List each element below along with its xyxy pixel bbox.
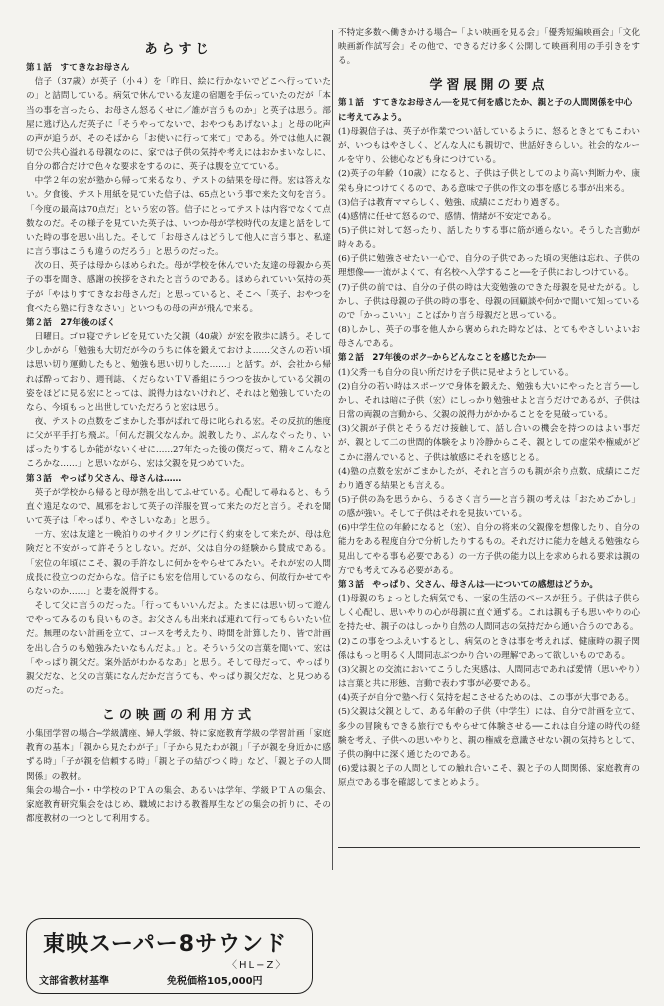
list-item: (3)父親との交流においてこうした実感は、人間同志であれば愛情（思いやり）は言葉と共に形態、言動で表わす事が必要である。: [338, 664, 640, 690]
usage-group: 小集団学習の場合─学級講座、婦人学級、特に家庭教育学級の学習計画「家庭教育の基本」「親から見たわが子」「子から見たわが親」「子が親を身近かに感ずる時」「子が親を信頼する時」「親と子の結びつく時」など、「親と子の人間関係」の教材。: [26, 729, 331, 782]
list-item: (5)子供に対して怒ったり、話したりする事に筋が通らない。そうした言動が時々ある。: [338, 225, 640, 251]
price-text: 免税価格105,000円: [167, 976, 263, 987]
list-item: (1)父秀一も自分の良い所だけを子供に見せようとしている。: [338, 367, 574, 378]
left-column: [26, 38, 331, 826]
list-item: (6)中学生位の年齢になると（宏）、自分の将来の父親像を想像したり、自分の能力をある程度自分で分析したりするもの。それだけに能力を越える勉強なら見出してやる事も必要である）の一方子供の能力以上を求められる要求は親の方でも考えてみる必要がある。: [338, 523, 640, 576]
learning-ep2-heading: 第２話 27年後のボク─からどんなことを感じたか──: [338, 353, 546, 364]
product-model: 〈HL−Z〉: [227, 960, 288, 971]
paragraph: 英子が学校から帰ると母が熱を出してふせている。心配して尋ねると、もう直ぐ遠足なので、風邪をおして英子の洋服を買って来たのだと言う。それを聞いて英子は「やっぱり、やさしいなあ」と思う。: [26, 487, 331, 527]
paragraph: 日曜日。ゴロ寝でテレビを見ていた父親（40歳）が宏を散歩に誘う。そして少しかがら「勉強も大切だが今のうちに体を鍛えておけよ……父さんの若い頃は思い切り運動したもと、勉強も思い切りした……」と話す。が、会社から帰れば酔っており、週刊誌、くだらないＴＶ番組にうつつを抜かしている父親の姿をほどに見る宏にとっては、説得力はないけれど、それはと勉強していたのなら、今頃もっと出世していただろうと宏は思う。: [26, 332, 331, 413]
list-item: (1)母親信子は、英子が作業でつい話しているように、怒るときとてもこわいが、いつもはやさしく、どんな人にも親切で、世話好きらしい。社会的なルールを守り、公徳心なども身につけている。: [338, 126, 640, 166]
ep2-heading: 第２話 27年後のぼく: [26, 317, 116, 328]
list-item: (6)子供に勉強させたい一心で、自分の子供であった頃の実態は忘れ、子供の理想像──一流がよくて、有名校へ入学すること──を子供におしつけている。: [338, 254, 640, 279]
learning-ep1-items: [338, 125, 640, 352]
usage-multi: 不特定多数へ働きかける場合─「よい映画を見る会」「優秀短編映画会」「文化映画新作試写会」その他で、できるだけ多く公開して映画利用の手引きをする。: [338, 28, 640, 67]
ep1-heading: 第１話 すてきなお母さん: [26, 63, 130, 73]
learning-ep2-items: [338, 366, 640, 578]
learning-ep3-items: [338, 592, 640, 790]
usage-meeting: 集会の場合─小・中学校のＰＴＡの集会、あるいは学年、学級ＰＴＡの集会、家庭教育研究集会をはじめ、職域における教養厚生などの集会の折りに、その都度教材の一つとして利用する。: [26, 785, 331, 825]
paragraph: 次の日、英子は母からほめられた。母が学校を休んでいた友達の母親から英子の事を聞き、感謝の挨拶をされたと言うのである。ほめられていい気持の英子が「やはりすてきなお母さんだ」と思っていると、そこへ「英子、おやつを食べたら塾に行きなさい」といつもの母の声が飛んで来る。: [26, 261, 331, 314]
paragraph: 中学２年の宏が塾から帰って来るなり、テストの結果を母に得。宏は答えない。夕食後、テスト用紙を見ていた信子は、65点という事で来た文句を言う。「今度の最高は70点だ」という宏の答。信子にとってテストは内容でなくて点数なのだ。その様子を見ていた英子は、いつか母が学校時代の友達と話をしていた時の事を思い出した。そして「お母さんはどうして他人に言う事と、私達に言う事はこうも違うのだろう」と思うのだった。: [26, 176, 331, 258]
approval-text: 文部省教材基準: [39, 976, 109, 987]
paragraph: 一方、宏は友達と一晩泊りのサイクリングに行く約束をして来たが、母は危険だと不安がって許そうとしない。だが、父は自分の経験から賛成である。「宏位の年頃にこそ、親の手許なしに何かをやらせてみたい。それが宏の人間成長に役立つのだからな。信子にも宏を信用しているのなら、何故行かせてやらないのか……」と妻を説得する。: [26, 530, 331, 597]
list-item: (5)父親は父親として、ある年齢の子供（中学生）には、自分で計画を立て、多少の冒険もできる旅行でもやらせて体験させる──これは自分達の時代の経験を考え、子供への思いやりと、親の権威を意識させない親の気持ちとして、子供の胸中に深く通じたのである。: [338, 707, 640, 760]
list-item: (4)塾の点数を宏がごまかしたが、それと言うのも親が余り点数、成績にこだわり過ぎる結果とも言える。: [338, 466, 640, 491]
list-item: (3)信子は教育ママらしく、勉強、成績にこだわり過ぎる。: [338, 197, 565, 208]
list-item: (3)父親が子供とそうるだけ接触して、話し合いの機会を持つのはよい事だが、親として二の世間的体験をより冷静からこそ、親としての虚栄や権威がどこかに潜んでいると、子供は敏感にそれを感じとる。: [338, 424, 640, 463]
list-item: (2)この事をつふえいするとし、病気のときは事を考えれば、健康時の親子関係はもっと明るく人間同志ぶつかり合いの理解であって欲しいものである。: [338, 636, 640, 661]
list-item: (6)愛は親と子の人間としての触れ合いこそ、親と子の人間関係、家庭教育の原点である事を確認してまとめよう。: [338, 764, 640, 789]
list-item: (4)感情に任せて怒るので、感情、情緒が不安定である。: [338, 211, 557, 222]
paragraph: そして父に言うのだった。「行ってもいいんだよ。たまには思い切って遊んでやってみるのも良いものさ。お父さんも出来れば連れて行ってもらいたい位だ。無理のない計画を立て、コースを考えたり、時間を計算したり、皆で計画を出し合うのも勉強みたいなもんだよ。」と。そういう父の言葉を聞いて、宏は「やっぱり親父だ。案外話がわかるなあ」と思う。そして母だって、やっぱり親父だな、と父の言葉になんだかだ言うても、やっぱり親父だな、と見つめるのだった。: [26, 601, 331, 697]
ep3-heading: 第３話 やっぱり父さん、母さんは……: [26, 473, 182, 484]
paragraph: 信子（37歳）が英子（小４）を「昨日、絵に行かないでどこへ行っていたの」と詰問している。病気で休んでいる友達の宿題を手伝っていたのだが「本当の事を言ったら、お母さん怒るくせに／誰が言うものか」と英子は思う。部屋に逃げ込んだ英子に「そうやってないで、おやつもあげないよ」と母の叱声の声が追うが、そのそばから「お使いに行って来て」である。外では他人に親切で公共心溢れる母親なのに、家では子供の気持や考えにはおかまいなしに、自分の都合だけで色々な要求をするのに、英子は腹を立てている。: [26, 77, 331, 173]
list-item: (7)子供の前では、自分の子供の時は大変勉強のできた母親を見せたがる。しかし、子供は母親の子供の時の事を、母親の回顧談や何かで聞いて知っているので「かっこいい」ことばかり言う母親だと思っている。: [338, 282, 640, 321]
learning-title: 学習展開の要点: [429, 78, 549, 94]
right-column: [338, 26, 640, 790]
list-item: (5)子供の為を思うから、うるさく言う──と言う親の考えは「おためごかし」の感が強い。そして子供はそれを見抜いている。: [338, 494, 640, 520]
list-item: (4)英子が自分で塾へ行く気持を起こさせるためのは、この事が大事である。: [338, 693, 634, 704]
list-item: (2)英子の年齢（10歳）になると、子供は子供としてのより高い判断力や、康栄も身につけてくるので、ある意味で子供の作文の事を感じる事が出来る。: [338, 169, 640, 194]
list-item: (8)しかし、英子の事を他人から褒められた時などは、とてもやさしいよいお母さんである。: [338, 325, 640, 350]
ep1-body: [26, 75, 331, 316]
product-logo-box: [26, 918, 313, 994]
product-logo: 東映スーパー8サウンド: [43, 932, 288, 957]
learning-ep3-heading: 第３話 やっぱり、父さん、母さんは──についての感想はどうか。: [338, 579, 598, 590]
ep2-body: [26, 330, 331, 472]
usage-title: この映画の利用方式: [101, 708, 255, 724]
list-item: (2)自分の若い時はスポーツで身体を鍛えた、勉強も大いにやったと言う──しかし、それは暗に子供（宏）にしっかり勉強せよと言うだけであるが、子供は日常の両親の言動から、父親の説得力がかかることをを見破っている。: [338, 381, 640, 421]
synopsis-title: あらすじ: [144, 42, 213, 57]
paragraph: 夜、テストの点数をごまかした事がばれて母に叱られる宏。その反抗的態度に父が平手打ち飛ぶ。「何んだ親父なんか。説教したり、ぶんなぐったり、いばったりするしか能がないくせに……27年たった後の僕だって、精々こんなところかな……」と思いながら、宏は父親を見つめていた。: [26, 417, 331, 470]
list-item: (1)母親のちょっとした病気でも、一家の生活のペースが狂う。子供は子供らしく心配し、思いやりの心が母親に直ぐ通ずる。これは親も子も思いやりの心を持たせ、親子のはしっかり自然の人間同志の気持だから通い合うのである。: [338, 594, 640, 633]
section-divider: [338, 847, 640, 848]
column-divider: [332, 30, 333, 870]
ep3-body: [26, 486, 331, 698]
learning-ep1-heading: 第１話 すてきなお母さん──を見て何を感じたか、親と子の人間関係を中心に考えてみよう。: [338, 98, 633, 123]
